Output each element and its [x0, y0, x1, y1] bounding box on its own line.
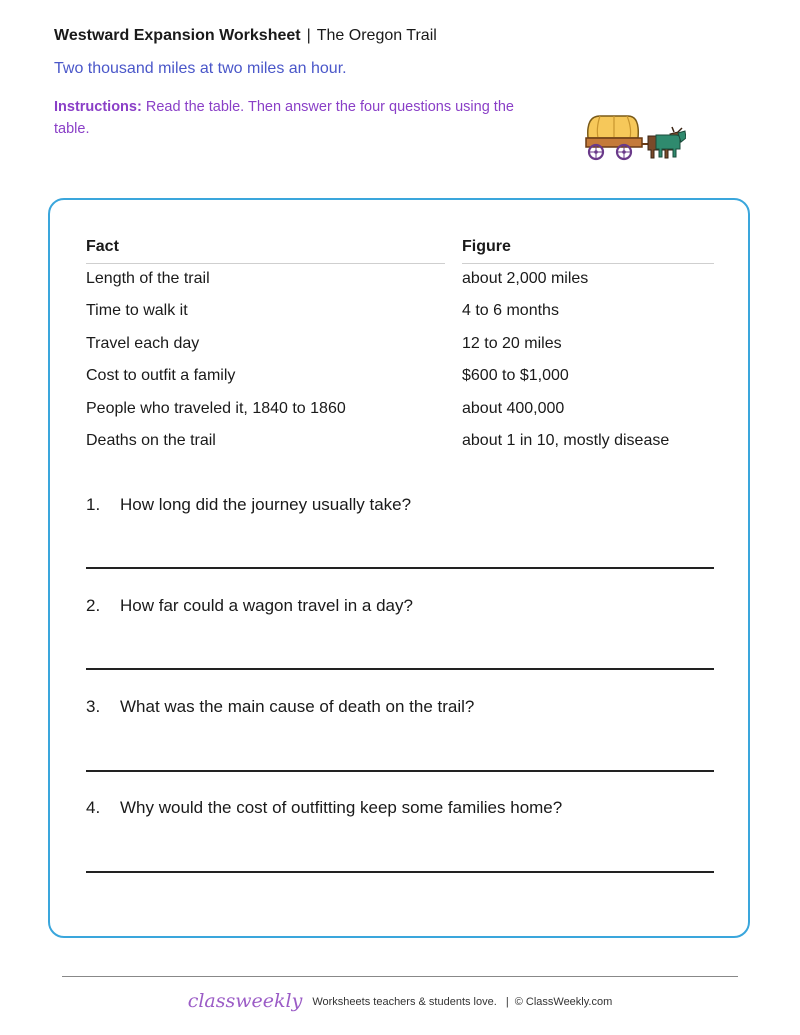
fact-cell: People who traveled it, 1840 to 1860 [86, 399, 346, 417]
footer-copyright: © ClassWeekly.com [514, 996, 613, 1008]
header-figure: Figure [462, 238, 511, 255]
table-row [86, 264, 714, 296]
table-row [86, 394, 714, 426]
covered-wagon-icon [580, 108, 686, 166]
question-text: How far could a wagon travel in a day? [120, 596, 413, 615]
fact-cell: Travel each day [86, 334, 200, 352]
worksheet-header [54, 26, 754, 46]
footer-tagline: Worksheets teachers & students love. [312, 996, 497, 1008]
footer [0, 990, 800, 1012]
figure-cell: about 1 in 10, mostly disease [462, 431, 670, 449]
fact-cell: Cost to outfit a family [86, 367, 236, 385]
footer-separator: | [505, 996, 509, 1008]
figure-cell: $600 to $1,000 [462, 367, 569, 385]
table-header-row [86, 232, 714, 264]
question-text: What was the main cause of death on the trail? [120, 697, 475, 716]
instructions [54, 96, 534, 140]
question-text: How long did the journey usually take? [120, 495, 412, 514]
table-row [86, 426, 714, 458]
question-number: 2. [86, 596, 101, 615]
question-text: Why would the cost of outfitting keep some families home? [120, 798, 563, 817]
question-3 [86, 697, 714, 717]
fact-cell: Length of the trail [86, 270, 210, 287]
figure-cell: about 2,000 miles [462, 270, 589, 287]
title-separator: | [306, 27, 311, 44]
header-fact: Fact [86, 238, 119, 255]
question-2 [86, 596, 714, 616]
subtitle: Two thousand miles at two miles an hour. [54, 60, 347, 77]
instructions-text: Read the table. Then answer the four questions using the table. [54, 99, 514, 137]
title-bold: Westward Expansion Worksheet [54, 27, 301, 44]
fact-cell: Time to walk it [86, 302, 188, 320]
table-row [86, 329, 714, 361]
instructions-label: Instructions: [54, 99, 142, 115]
answer-line-2[interactable] [86, 668, 714, 670]
question-number: 1. [86, 495, 101, 514]
question-1 [86, 495, 714, 515]
figure-cell: 12 to 20 miles [462, 334, 562, 352]
question-4 [86, 798, 714, 818]
table-row [86, 361, 714, 393]
brand-logo: classweekly [187, 990, 303, 1012]
question-number: 3. [86, 697, 101, 716]
answer-line-3[interactable] [86, 770, 714, 772]
worksheet-title [54, 26, 754, 46]
figure-cell: about 400,000 [462, 399, 565, 417]
answer-line-4[interactable] [86, 871, 714, 873]
question-number: 4. [86, 798, 101, 817]
footer-divider [62, 976, 738, 977]
answer-line-1[interactable] [86, 567, 714, 569]
facts-table [86, 232, 714, 458]
fact-cell: Deaths on the trail [86, 431, 216, 449]
table-row [86, 296, 714, 328]
figure-cell: 4 to 6 months [462, 302, 559, 320]
title-topic: The Oregon Trail [316, 27, 437, 44]
